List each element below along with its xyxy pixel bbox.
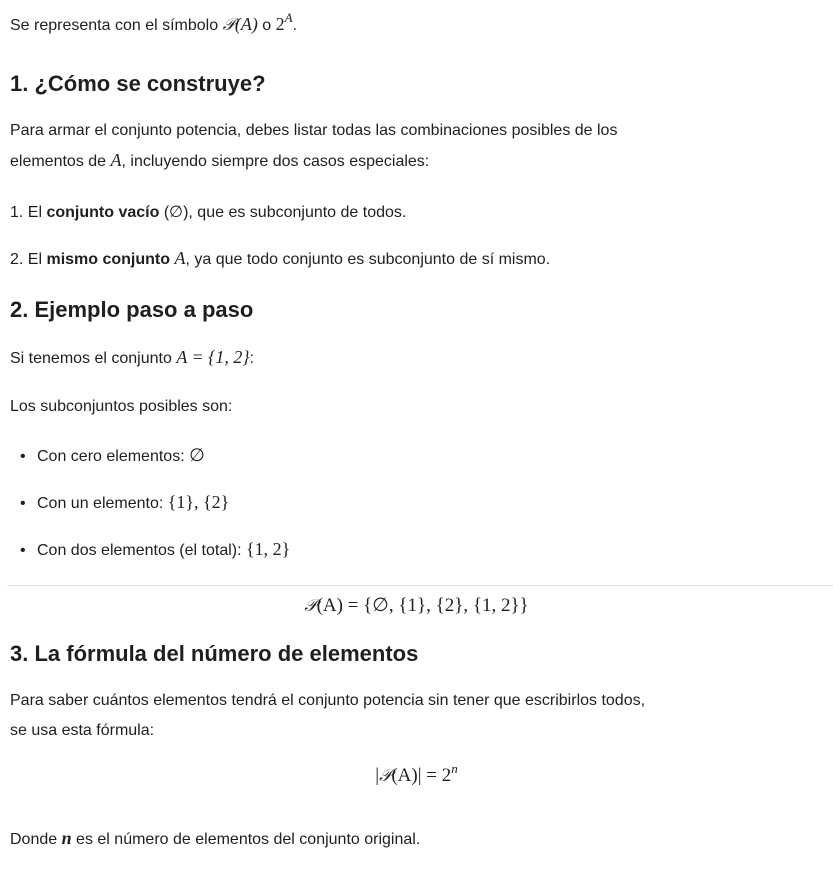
power-base: 2 [275, 14, 285, 34]
set-expression: (A) [234, 14, 258, 34]
note-prefix: Donde [10, 831, 62, 848]
item1-rest: (∅), que es subconjunto de todos. [159, 204, 407, 221]
example-math: A = {1, 2} [176, 347, 250, 367]
list-item [20, 535, 290, 565]
intro-line [10, 10, 297, 40]
section1-item-2 [10, 244, 550, 274]
list-item-label: Con un elemento: [37, 495, 168, 512]
list-item-label: Con dos elementos (el total): [37, 542, 246, 559]
divider [7, 585, 833, 586]
section1-paragraph-line2 [10, 146, 429, 176]
section3-paragraph-line2: se usa esta fórmula: [10, 722, 155, 739]
list-item [20, 488, 229, 518]
formula-open: | [375, 765, 380, 786]
section2-heading: 2. Ejemplo paso a paso [10, 297, 254, 322]
cardinality-formula [0, 762, 833, 790]
item1-prefix: 1. El [10, 204, 47, 221]
item1-bold: conjunto vacío [46, 204, 160, 221]
power-set-result [0, 592, 833, 620]
list-item-math: {1}, {2} [167, 492, 230, 512]
section1-paragraph-line1: Para armar el conjunto potencia, debes listar todas las combinaciones posibles de los [10, 122, 618, 139]
intro-text: Se representa con el símbolo [10, 17, 223, 34]
subsets-intro: Los subconjuntos posibles son: [10, 398, 233, 415]
section3-paragraph-line1: Para saber cuántos elementos tendrá el conjunto potencia sin tener que escribirlos todos, [10, 692, 646, 709]
item2-bold: mismo conjunto [46, 251, 171, 268]
power-set-symbol: 𝒫 [222, 15, 235, 35]
list-item-label: Con cero elementos: [37, 448, 190, 465]
power-set-symbol: 𝒫 [304, 596, 317, 616]
formula-exponent: n [451, 761, 458, 776]
example-line [10, 343, 254, 373]
section1-heading: 1. ¿Cómo se construye? [10, 71, 266, 96]
list-item [20, 441, 205, 471]
result-expression: (A) = {∅, {1}, {2}, {1, 2}} [316, 595, 529, 616]
note-line [10, 824, 420, 854]
bullet-icon: • [20, 495, 26, 512]
item2-variable: A [174, 248, 186, 268]
section3-heading: 3. La fórmula del número de elementos [10, 641, 419, 666]
item2-prefix: 2. El [10, 251, 47, 268]
set-variable: A [110, 150, 122, 170]
power-set-symbol: 𝒫 [379, 766, 392, 786]
note-rest: es el número de elementos del conjunto original. [71, 831, 421, 848]
section1-text-end: , incluyendo siempre dos casos especiales: [121, 153, 430, 170]
item2-rest: , ya que todo conjunto es subconjunto de sí mismo. [185, 251, 551, 268]
note-variable: n [61, 828, 72, 848]
intro-connector: o [257, 17, 276, 34]
list-item-math: ∅ [189, 445, 205, 465]
example-end: : [249, 350, 254, 367]
formula-middle: (A)| = 2 [391, 765, 452, 786]
bullet-icon: • [20, 542, 26, 559]
example-text: Si tenemos el conjunto [10, 350, 177, 367]
section1-item-1 [10, 198, 406, 227]
intro-end: . [292, 17, 298, 34]
list-item-math: {1, 2} [246, 539, 291, 559]
power-exponent: A [284, 10, 293, 25]
bullet-icon: • [20, 448, 26, 465]
section1-text: elementos de [10, 153, 111, 170]
